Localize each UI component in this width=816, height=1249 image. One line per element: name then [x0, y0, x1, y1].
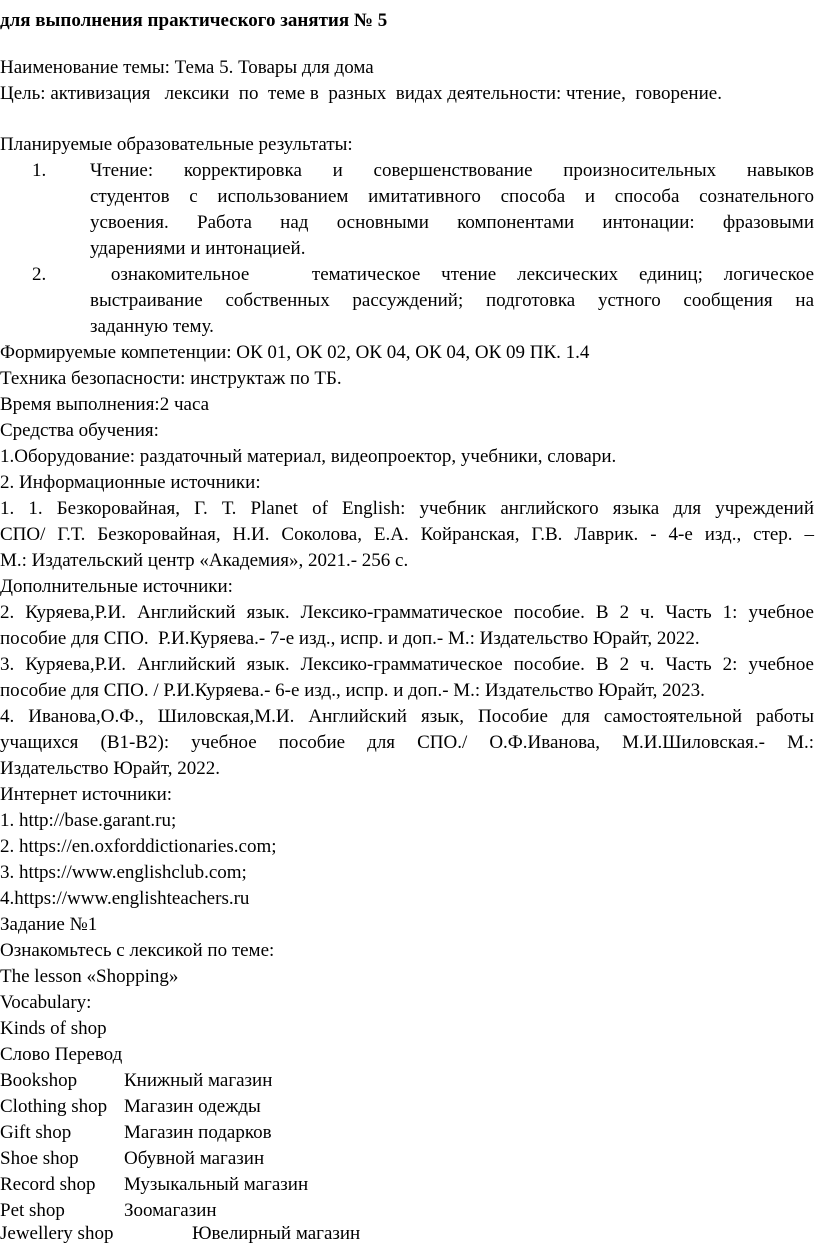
safety: Техника безопасности: инструктаж по ТБ.: [0, 368, 342, 389]
vocab-row: [0, 1221, 360, 1247]
theme-name: Наименование темы: Тема 5. Товары для дома: [0, 57, 374, 78]
vocab-word: Clothing shop: [0, 1096, 108, 1117]
results-item-1-line-4: ударениями и интонацией.: [90, 238, 306, 259]
vocab-word: Shoe shop: [0, 1148, 79, 1169]
results-item-2-line-3: заданную тему.: [90, 316, 214, 337]
results-item-1-line-2: студентов с использованием имитативного способа и способа сознательного: [90, 186, 814, 207]
extra-source-3-line-1: 3. Куряева,Р.И. Английский язык. Лексико-грамматическое пособие. В 2 ч. Часть 2: учебное: [0, 654, 814, 675]
results-item-1-line-1: Чтение: корректировка и совершенствование произносительных навыков: [90, 160, 814, 181]
extra-sources-heading: Дополнительные источники:: [0, 576, 233, 597]
results-item-1-line-3: усвоения. Работа над основными компонентами интонации: фразовыми: [90, 212, 814, 233]
duration: Время выполнения:2 часа: [0, 394, 210, 415]
vocab-translation: Обувной магазин: [124, 1148, 265, 1169]
results-item-1-number: 1.: [32, 160, 47, 181]
vocabulary-heading: Vocabulary:: [0, 992, 92, 1013]
task-title: Задание №1: [0, 914, 98, 935]
vocab-translation: Ювелирный магазин: [192, 1223, 361, 1244]
source-1-line-1: 1. 1. Безкоровайная, Г. Т. Planet of English: учебник английского языка для учреждений: [0, 498, 814, 519]
results-item-2-line-2: выстраивание собственных рассуждений; подготовка устного сообщения на: [90, 290, 814, 311]
kinds-of-shop-heading: Kinds of shop: [0, 1018, 107, 1039]
vocab-word: Bookshop: [0, 1070, 78, 1091]
competencies: Формируемые компетенции: ОК 01, ОК 02, ОК 04, ОК 04, ОК 09 ПК. 1.4: [0, 342, 590, 363]
extra-source-4-line-2: учащихся (B1-B2): учебное пособие для СПО./ О.Ф.Иванова, М.И.Шиловская.- М.:: [0, 732, 814, 753]
means-heading: Средства обучения:: [0, 420, 159, 441]
source-1-line-3: М.: Издательский центр «Академия», 2021.- 256 с.: [0, 550, 409, 571]
vocab-translation: Музыкальный магазин: [124, 1174, 309, 1195]
results-item-2-number: 2.: [32, 264, 47, 285]
lesson-title: The lesson «Shopping»: [0, 966, 179, 987]
theme-goal: Цель: активизация лексики по теме в разных видах деятельности: чтение, говорение.: [0, 83, 722, 104]
extra-source-2-line-2: пособие для СПО. Р.И.Куряева.- 7-е изд., испр. и доп.- М.: Издательство Юрайт, 2022.: [0, 628, 700, 649]
vocab-translation: Зоомагазин: [124, 1200, 217, 1221]
vocab-row: [0, 1094, 261, 1120]
extra-source-4-line-3: Издательство Юрайт, 2022.: [0, 758, 220, 779]
extra-source-3-line-2: пособие для СПО. / Р.И.Куряева.- 6-е изд., испр. и доп.- М.: Издательство Юрайт, 2023.: [0, 680, 705, 701]
vocab-translation: Магазин одежды: [124, 1096, 261, 1117]
vocab-row: [0, 1068, 272, 1094]
source-1-line-2: СПО/ Г.Т. Безкоровайная, Н.И. Соколова, Е.А. Койранская, Г.В. Лаврик. - 4-е изд., стер. –: [0, 524, 814, 545]
extra-source-2-line-1: 2. Куряева,Р.И. Английский язык. Лексико-грамматическое пособие. В 2 ч. Часть 1: учебное: [0, 602, 814, 623]
internet-heading: Интернет источники:: [0, 784, 173, 805]
vocab-row: [0, 1172, 308, 1198]
internet-link-3: 3. https://www.englishclub.com;: [0, 862, 247, 883]
vocab-word: Gift shop: [0, 1122, 72, 1143]
vocab-word: Jewellery shop: [0, 1223, 114, 1244]
vocab-word: Pet shop: [0, 1200, 65, 1221]
vocab-table-header: Слово Перевод: [0, 1044, 123, 1065]
document-title: для выполнения практического занятия № 5: [0, 10, 388, 31]
vocab-translation: Магазин подарков: [124, 1122, 272, 1143]
equipment: 1.Оборудование: раздаточный материал, видеопроектор, учебники, словари.: [0, 446, 617, 467]
results-heading: Планируемые образовательные результаты:: [0, 134, 353, 155]
internet-link-1: 1. http://base.garant.ru;: [0, 810, 177, 831]
internet-link-2: 2. https://en.oxforddictionaries.com;: [0, 836, 277, 857]
internet-link-4: 4.https://www.englishteachers.ru: [0, 888, 250, 909]
vocab-translation: Книжный магазин: [124, 1070, 273, 1091]
vocab-row: [0, 1146, 264, 1172]
vocab-row: [0, 1120, 272, 1146]
vocab-word: Record shop: [0, 1174, 96, 1195]
task-intro: Ознакомьтесь с лексикой по теме:: [0, 940, 275, 961]
results-item-2-line-1: ознакомительное тематическое чтение лексических единиц; логическое: [90, 264, 814, 285]
sources-heading: 2. Информационные источники:: [0, 472, 261, 493]
extra-source-4-line-1: 4. Иванова,О.Ф., Шиловская,М.И. Английский язык, Пособие для самостоятельной работы: [0, 706, 814, 727]
